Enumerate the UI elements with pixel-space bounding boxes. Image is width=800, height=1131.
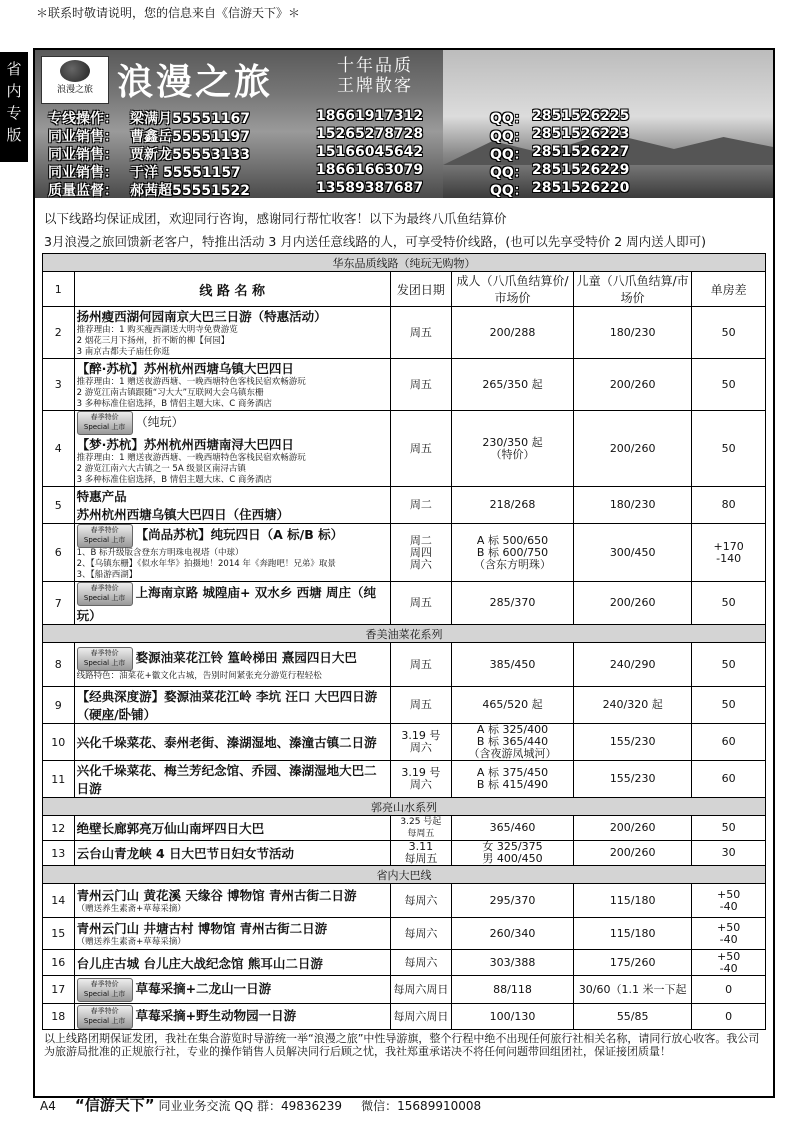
row-date: 3.25 号起 每周五: [390, 816, 451, 841]
row-single: 0: [692, 1004, 766, 1030]
row-number: 5: [43, 487, 75, 524]
row-date: 3.19 号 周六: [390, 724, 451, 761]
route-cell: [74, 841, 390, 866]
row-number: 2: [43, 307, 75, 359]
route-note: 3 多种标准住宿选择，B 情侣主题大床、C 商务酒店: [76, 399, 272, 409]
table-row: [43, 487, 766, 524]
section-row: [43, 866, 766, 884]
table-row: [43, 411, 766, 487]
row-child: 155/230: [574, 724, 692, 761]
row-child: 55/85: [574, 1004, 692, 1030]
route-title: 台儿庄古城 台儿庄大战纪念馆 熊耳山二日游: [76, 955, 323, 971]
qq-group: 同业业务交流 QQ 群：49836239: [158, 1099, 343, 1113]
row-single: 60: [692, 761, 766, 798]
section-row: [43, 798, 766, 816]
row-child: 200/260: [574, 411, 692, 487]
footer-note: 以上线路团期保证发团，我社在集合游览时导游统一举“浪漫之旅”中性导游旗，整个行程中绝不出现任何旅行社相关名称，请同行放心收客。我公司为旅游局批准的正规旅行社，专业的操作销售人员解决同行后顾之忧，我社郑重承诺决不将任何问题带回组团社，保证接团质量！: [44, 1032, 760, 1058]
route-cell: [74, 487, 390, 524]
route-title: 青州云门山 井塘古村 博物馆 青州古街二日游: [76, 921, 328, 936]
row-child: 115/180: [574, 918, 692, 950]
brand-title: 浪漫之旅: [117, 62, 274, 103]
row-date: 周五: [390, 359, 451, 411]
row-number: 7: [43, 582, 75, 625]
row-date: 每周六周日: [390, 1004, 451, 1030]
header-route: 线 路 名 称: [74, 272, 390, 307]
header-child: 儿童（八爪鱼结算/市场价: [574, 272, 692, 307]
row-number: 8: [43, 643, 75, 687]
promo-badge: 春季特价 Special 上市: [77, 1005, 133, 1029]
row-date: 周五: [390, 307, 451, 359]
route-note: 1、B 标升级版含登东方明珠电视塔（中球）: [76, 548, 244, 558]
row-adult: 88/118: [451, 976, 573, 1004]
row-number: 18: [43, 1004, 75, 1030]
row-adult: 260/340: [451, 918, 573, 950]
row-single: 30: [692, 841, 766, 866]
section-title: 省内大巴线: [43, 866, 766, 884]
row-single: 50: [692, 307, 766, 359]
route-title: 扬州瘦西湖何园南京大巴三日游（特惠活动）: [76, 309, 327, 324]
row-number: 15: [43, 918, 75, 950]
row-child: 300/450: [574, 524, 692, 582]
row-number: 13: [43, 841, 75, 866]
intro-line-1: 以下线路均保证成团，欢迎同行咨询，感谢同行帮忙收客！以下为最终八爪鱼结算价: [44, 211, 507, 226]
route-cell: [74, 918, 390, 950]
route-cell: [74, 816, 390, 841]
row-adult: 385/450: [451, 643, 573, 687]
table-row: [43, 524, 766, 582]
row-child: 175/260: [574, 950, 692, 976]
route-cell: [74, 950, 390, 976]
wechat: 微信：15689910008: [361, 1099, 482, 1113]
row-child: 200/260: [574, 816, 692, 841]
route-note: 推荐理由：1 赠送夜游西塘、一晚西塘特色客栈民宿欢畅游玩: [76, 453, 306, 463]
promo-badge: 春季特价 Special 上市: [77, 524, 133, 548]
row-number: 16: [43, 950, 75, 976]
route-title: 绝壁长廊郭亮万仙山南坪四日大巴: [76, 821, 265, 836]
route-pre: （纯玩）: [135, 415, 184, 429]
route-note: 2 游览江南古镇跟随“习大大”互联网大会乌镇东栅: [76, 388, 264, 398]
row-adult: 365/460: [451, 816, 573, 841]
row-date: 周二: [390, 487, 451, 524]
row-adult: 303/388: [451, 950, 573, 976]
route-note: 2 烟花三月下扬州，折不断的柳【何园】: [76, 336, 230, 346]
table-row: [43, 976, 766, 1004]
route-title: 【经典深度游】婺源油菜花江岭 李坑 汪口 大巴四日游（硬座/卧铺）: [76, 689, 378, 722]
row-number: 14: [43, 884, 75, 918]
table-header: [43, 272, 766, 307]
row-adult: A 标 375/450 B 标 415/490: [451, 761, 573, 798]
row-number: 10: [43, 724, 75, 761]
row-adult: 100/130: [451, 1004, 573, 1030]
row-adult: 285/370: [451, 582, 573, 625]
row-number: 3: [43, 359, 75, 411]
route-table: [42, 253, 766, 1030]
table-row: [43, 816, 766, 841]
route-cell: [74, 524, 390, 582]
row-adult: 295/370: [451, 884, 573, 918]
row-number: 4: [43, 411, 75, 487]
table-row: [43, 950, 766, 976]
row-adult: 218/268: [451, 487, 573, 524]
top-note: ＊联系时敬请说明，您的信息来自《信游天下》＊: [36, 6, 301, 20]
route-note: 2、【乌镇东栅】《似水年华》拍摄地！2014 年《奔跑吧！兄弟》取景: [76, 559, 336, 569]
route-cell: [74, 643, 390, 687]
table-row: [43, 918, 766, 950]
route-title: 【醉·苏杭】苏州杭州西塘乌镇大巴四日: [76, 361, 294, 376]
route-cell: [74, 687, 390, 724]
route-cell: [74, 411, 390, 487]
route-title: 上海南京路 城隍庙+ 双水乡 西塘 周庄（纯玩）: [76, 585, 376, 623]
row-adult: 230/350 起 （特价）: [451, 411, 573, 487]
header-single: 单房差: [692, 272, 766, 307]
row-date: 3.11 每周五: [390, 841, 451, 866]
bottom-bar: [40, 1094, 481, 1115]
table-row: [43, 1004, 766, 1030]
table-row: [43, 687, 766, 724]
row-child: 240/320 起: [574, 687, 692, 724]
route-title: 青州云门山 黄花溪 天缘谷 博物馆 青州古街二日游: [76, 888, 357, 903]
row-child: 155/230: [574, 761, 692, 798]
row-date: 每周六: [390, 950, 451, 976]
table-row: [43, 841, 766, 866]
row-adult: 265/350 起: [451, 359, 573, 411]
logo: 浪漫之旅: [41, 56, 109, 104]
route-note: 2 游览江南六大古镇之一 5A 级景区南浔古镇: [76, 464, 246, 474]
section-title: 郭亮山水系列: [43, 798, 766, 816]
route-cell: [74, 1004, 390, 1030]
row-date: 每周六周日: [390, 976, 451, 1004]
route-note: （赠送养生素斋+草莓采摘）: [76, 937, 186, 947]
page-number: A4: [40, 1099, 56, 1113]
section-title: 华东品质线路（纯玩无购物）: [43, 254, 766, 272]
row-adult: 女 325/375 男 400/450: [451, 841, 573, 866]
row-adult: A 标 325/400 B 标 365/440 （含夜游凤城河）: [451, 724, 573, 761]
row-date: 周二 周四 周六: [390, 524, 451, 582]
route-title: 兴化千垛菜花、梅兰芳纪念馆、乔园、溱湖湿地大巴二日游: [76, 763, 377, 796]
route-title: 云台山青龙峡 4 日大巴节日妇女节活动: [76, 846, 295, 861]
route-cell: [74, 359, 390, 411]
header-date: 发团日期: [390, 272, 451, 307]
promo-badge: 春季特价 Special 上市: [77, 978, 133, 1002]
row-child: 180/230: [574, 307, 692, 359]
row-single: +50 -40: [692, 950, 766, 976]
row-single: +170 -140: [692, 524, 766, 582]
route-cell: [74, 976, 390, 1004]
row-adult: A 标 500/650 B 标 600/750 （含东方明珠）: [451, 524, 573, 582]
route-note: 3 多种标准住宿选择，B 情侣主题大床、C 商务酒店: [76, 475, 272, 485]
table-row: [43, 761, 766, 798]
route-note: 推荐理由：1 购买瘦西湖送大明寺免费游览: [76, 325, 238, 335]
route-title: 婺源油菜花江铃 篁岭梯田 熹园四日大巴: [135, 650, 357, 665]
row-child: 200/260: [574, 841, 692, 866]
row-number: 17: [43, 976, 75, 1004]
row-number: 11: [43, 761, 75, 798]
route-note: 3 南京古都夫子庙任你逛: [76, 347, 170, 357]
section-title: 香美油菜花系列: [43, 625, 766, 643]
logo-icon: [60, 60, 90, 82]
row-adult: 465/520 起: [451, 687, 573, 724]
row-single: 50: [692, 359, 766, 411]
route-cell: [74, 582, 390, 625]
route-cell: [74, 884, 390, 918]
route-title: 草莓采摘+二龙山一日游: [135, 980, 272, 996]
table-row: [43, 724, 766, 761]
route-title: 【梦·苏杭】苏州杭州西塘南浔大巴四日: [76, 437, 294, 452]
header-adult: 成人（八爪鱼结算价/市场价: [451, 272, 573, 307]
row-child: 180/230: [574, 487, 692, 524]
slogan: 十年品质 王牌散客: [337, 56, 413, 96]
row-child: 200/260: [574, 359, 692, 411]
route-cell: [74, 724, 390, 761]
route-title: 特惠产品 苏州杭州西塘乌镇大巴四日（住西塘）: [76, 489, 290, 522]
row-number: 9: [43, 687, 75, 724]
row-date: 每周六: [390, 884, 451, 918]
row-single: 0: [692, 976, 766, 1004]
bottom-brand: “信游天下”: [74, 1096, 155, 1114]
row-single: +50 -40: [692, 918, 766, 950]
row-adult: 200/288: [451, 307, 573, 359]
row-child: 200/260: [574, 582, 692, 625]
row-single: 50: [692, 816, 766, 841]
row-single: 80: [692, 487, 766, 524]
row-date: 周五: [390, 643, 451, 687]
section-row: [43, 254, 766, 272]
row-child: 115/180: [574, 884, 692, 918]
section-row: [43, 625, 766, 643]
table-row: [43, 582, 766, 625]
table-row: [43, 359, 766, 411]
row-single: 50: [692, 643, 766, 687]
row-date: 3.19 号 周六: [390, 761, 451, 798]
intro-line-2: 3月浪漫之旅回馈新老客户，特推出活动 3 月内送任意线路的人，可享受特价线路，(也可以先享受特价 2 周内送人即可): [44, 234, 707, 249]
promo-badge: 春季特价 Special 上市: [77, 647, 133, 671]
row-single: 50: [692, 687, 766, 724]
row-single: 50: [692, 582, 766, 625]
row-date: 每周六: [390, 918, 451, 950]
row-single: 50: [692, 411, 766, 487]
row-child: 240/290: [574, 643, 692, 687]
route-title: 草莓采摘+野生动物园一日游: [135, 1007, 297, 1023]
route-cell: [74, 307, 390, 359]
table-row: [43, 643, 766, 687]
table-row: [43, 884, 766, 918]
route-note: （赠送养生素斋+草莓采摘）: [76, 904, 186, 914]
row-number: 6: [43, 524, 75, 582]
row-single: 60: [692, 724, 766, 761]
route-cell: [74, 761, 390, 798]
row-date: 周五: [390, 582, 451, 625]
row-number: 12: [43, 816, 75, 841]
promo-badge: 春季特价 Special 上市: [77, 411, 133, 435]
route-note: 线路特色：油菜花+徽文化古城，告别时间紧张充分游览行程轻松: [76, 671, 322, 681]
row-date: 周五: [390, 687, 451, 724]
route-note: 推荐理由：1 赠送夜游西塘、一晚西塘特色客栈民宿欢畅游玩: [76, 377, 306, 387]
route-title: 【尚品苏杭】纯玩四日（A 标/B 标）: [135, 527, 344, 542]
route-note: 3、【船游西湖】: [76, 570, 138, 580]
header-num: 1: [43, 272, 75, 307]
row-child: 30/60（1.1 米一下起: [574, 976, 692, 1004]
row-date: 周五: [390, 411, 451, 487]
promo-badge: 春季特价 Special 上市: [77, 582, 133, 606]
side-tab: 省内专版: [0, 52, 28, 162]
row-single: +50 -40: [692, 884, 766, 918]
table-row: [43, 307, 766, 359]
route-title: 兴化千垛菜花、泰州老街、溱湖湿地、溱潼古镇二日游: [76, 735, 377, 750]
